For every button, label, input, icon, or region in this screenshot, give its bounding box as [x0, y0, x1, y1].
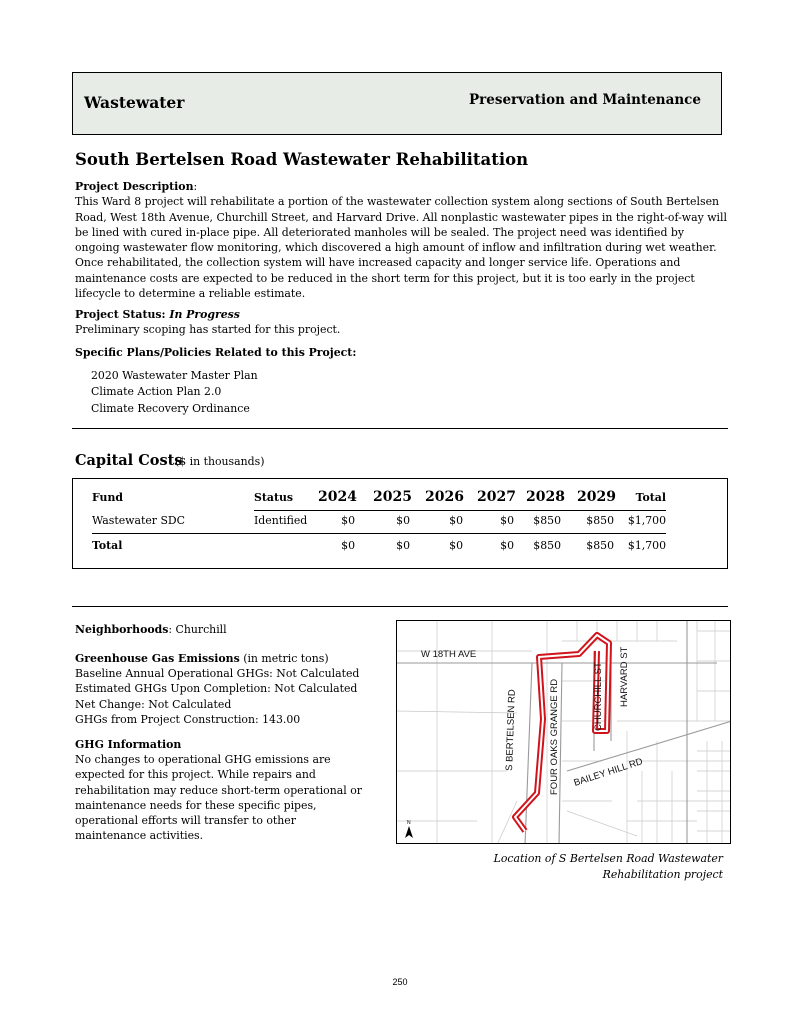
plan-item: Climate Action Plan 2.0 — [91, 385, 222, 399]
cost-2028: $850 — [533, 514, 561, 527]
capital-costs-table — [72, 478, 728, 569]
total-2024: $0 — [341, 539, 355, 552]
cost-2025: $0 — [396, 514, 410, 527]
divider — [72, 428, 728, 429]
svg-text:N: N — [407, 820, 411, 826]
status-value: In Progress — [169, 308, 240, 321]
section-category: Wastewater — [84, 93, 185, 112]
ghg-line: GHGs from Project Construction: 143.00 — [75, 712, 301, 726]
total-2027: $0 — [500, 539, 514, 552]
label-churchill-st: CHURCHILL ST — [593, 662, 604, 731]
cost-2027: $0 — [500, 514, 514, 527]
label-harvard-st: HARVARD ST — [619, 646, 630, 707]
ghg-line: Baseline Annual Operational GHGs: Not Calculated — [75, 667, 360, 681]
divider — [72, 606, 728, 607]
col-header-2025: 2025 — [373, 489, 412, 505]
label-s-bertelsen-rd: S BERTELSEN RD — [504, 689, 518, 772]
plans-list — [91, 368, 258, 417]
description-text: This Ward 8 project will rehabilitate a portion of the wastewater collection system along sections of South Bertelsen Road, West 18th Avenue, Churchill Street, and Harvard Drive. All nonplastic wastewater pipes in the right-of-way will be lined with cured in-place pipe. All deteriorated manholes will be sealed. The project need was identified by ongoing wastewater flow monitoring, which discovered a high amount of inflow and infiltration during wet weather. Once rehabilitated, the collection system will have increased capacity and longer service life. Operations and maintenance costs are expected to be reduced in the short term for this project, but it is too early in the project lifecycle to determine a reliable estimate. — [75, 195, 727, 301]
capital-costs-subtitle: ($ in thousands) — [175, 455, 265, 468]
north-arrow-icon — [405, 820, 413, 838]
caption-line-2: Rehabilitation project — [602, 867, 723, 881]
total-2028: $850 — [533, 539, 561, 552]
plans-heading: Specific Plans/Policies Related to this Project: — [75, 346, 357, 359]
section-header — [72, 72, 722, 135]
neighborhoods-value: Churchill — [175, 623, 227, 636]
cost-2029: $850 — [586, 514, 614, 527]
neighborhoods-label: Neighborhoods — [75, 623, 169, 636]
ghg-line: Estimated GHGs Upon Completion: Not Calculated — [75, 682, 358, 696]
col-header-2028: 2028 — [526, 489, 565, 505]
ghg-line: Net Change: Not Calculated — [75, 697, 232, 711]
col-header-total: Total — [635, 491, 666, 504]
project-description: Project Description: This Ward 8 project will rehabilitate a portion of the wastewater collection system along sections of South Bertelsen Road, West 18th Avenue, Churchill Street, and Harvard Drive. All nonplastic wastewater pipes in the right-of-way will be lined with cured in-place pipe. All deteriorated manholes will be sealed. The project need was identified by ongoing wastewater flow monitoring, which discovered a high amount of inflow and infiltration during wet weather. Once rehabilitated, the collection system will have increased capacity and longer service life. Operations and maintenance costs are expected to be reduced in the short term for this project, but it is too early in the project lifecycle to determine a reliable estimate. — [75, 180, 727, 301]
section-program: Preservation and Maintenance — [469, 92, 701, 108]
page-number: 250 — [392, 977, 408, 987]
header-rule — [254, 510, 666, 511]
cost-2024: $0 — [341, 514, 355, 527]
ghg-information — [75, 737, 370, 843]
map-caption — [420, 851, 723, 882]
total-label: Total — [92, 539, 123, 552]
project-status: Project Status: In Progress Preliminary scoping has started for this project. — [75, 308, 341, 337]
ghg-info-text: No changes to operational GHG emissions are expected for this project. While repairs and rehabilitation may reduce short-term operational or maintenance needs for these specific pipes, operational efforts will transfer to other maintenance activities. — [75, 753, 362, 843]
plan-item: Climate Recovery Ordinance — [91, 401, 250, 415]
cost-2026: $0 — [449, 514, 463, 527]
col-header-2026: 2026 — [425, 489, 464, 505]
ghg-unit: (in metric tons) — [243, 652, 329, 665]
col-header-fund: Fund — [92, 491, 123, 504]
col-header-2027: 2027 — [477, 489, 516, 505]
total-2029: $850 — [586, 539, 614, 552]
status-note: Preliminary scoping has started for this project. — [75, 323, 341, 337]
label-bailey-hill-rd: BAILEY HILL RD — [572, 756, 645, 789]
neighborhoods: Neighborhoods: Churchill — [75, 623, 227, 636]
map-graphic — [397, 621, 731, 844]
plan-item: 2020 Wastewater Master Plan — [91, 369, 258, 382]
cost-total: $1,700 — [627, 514, 666, 527]
ghg-emissions — [75, 651, 375, 727]
label-four-oaks-grange-rd: FOUR OAKS GRANGE RD — [549, 678, 560, 795]
fund-name: Wastewater SDC — [92, 514, 185, 527]
total-2026: $0 — [449, 539, 463, 552]
total-grand: $1,700 — [627, 539, 666, 552]
col-header-status: Status — [254, 491, 294, 504]
fund-status: Identified — [254, 514, 308, 527]
ghg-info-label: GHG Information — [75, 738, 182, 751]
col-header-2024: 2024 — [318, 489, 357, 505]
capital-costs-title: Capital Costs — [75, 452, 183, 469]
label-w18th-ave: W 18TH AVE — [421, 649, 477, 660]
ghg-label: Greenhouse Gas Emissions — [75, 652, 240, 665]
col-header-2029: 2029 — [577, 489, 616, 505]
description-label: Project Description — [75, 180, 194, 193]
total-2025: $0 — [396, 539, 410, 552]
project-location-map — [396, 620, 731, 844]
project-title: South Bertelsen Road Wastewater Rehabilitation — [75, 150, 529, 169]
status-label: Project Status — [75, 308, 162, 321]
total-rule — [92, 533, 666, 534]
caption-line-1: Location of S Bertelsen Road Wastewater — [493, 852, 723, 865]
